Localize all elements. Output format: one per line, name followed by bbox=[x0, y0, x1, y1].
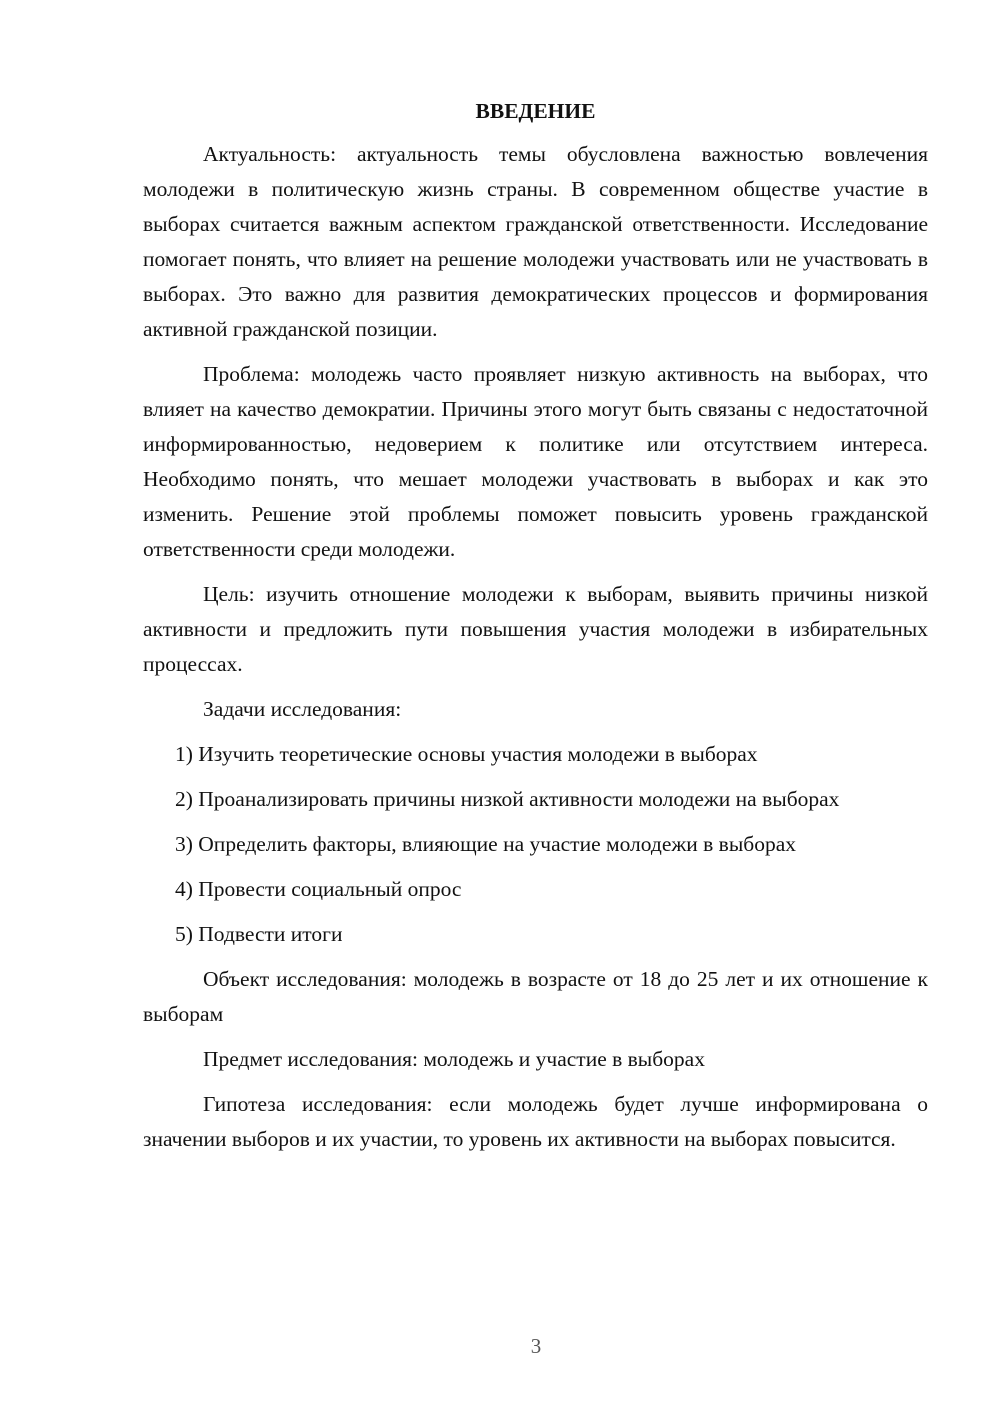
page-number: 3 bbox=[530, 1334, 542, 1358]
task-item-1: 1) Изучить теоретические основы участия молодежи в выборах bbox=[175, 742, 758, 766]
task-item-2: 2) Проанализировать причины низкой активности молодежи на выборах bbox=[175, 787, 840, 811]
task-item-3: 3) Определить факторы, влияющие на участие молодежи в выборах bbox=[175, 832, 796, 856]
section-title: ВВЕДЕНИЕ bbox=[475, 99, 596, 123]
page-content bbox=[143, 94, 928, 1167]
paragraph-relevance: Актуальность: актуальность темы обусловлена важностью вовлечения молодежи в политическую жизнь страны. В современном обществе участие в выборах считается важным аспектом гражданской ответственности. Исследование помогает понять, что влияет на решение молодежи участвовать или не участвовать в выборах. Это важно для развития демократических процессов и формирования активной гражданской позиции. bbox=[143, 142, 928, 341]
paragraph-problem: Проблема: молодежь часто проявляет низкую активность на выборах, что влияет на качество демократии. Причины этого могут быть связаны с недостаточной информированностью, недоверием к политике или отсутствием интереса. Необходимо понять, что мешает молодежи участвовать в выборах и как это изменить. Решение этой проблемы поможет повысить уровень гражданской ответственности среди молодежи. bbox=[143, 362, 928, 561]
task-item-4: 4) Провести социальный опрос bbox=[175, 877, 462, 901]
paragraph-object: Объект исследования: молодежь в возрасте от 18 до 25 лет и их отношение к выборам bbox=[143, 967, 928, 1026]
paragraph-subject: Предмет исследования: молодежь и участие в выборах bbox=[203, 1047, 705, 1071]
tasks-heading: Задачи исследования: bbox=[203, 697, 402, 721]
paragraph-hypothesis: Гипотеза исследования: если молодежь будет лучше информирована о значении выборов и их участии, то уровень их активности на выборах повысится. bbox=[143, 1092, 928, 1151]
paragraph-goal: Цель: изучить отношение молодежи к выборам, выявить причины низкой активности и предложить пути повышения участия молодежи в избирательных процессах. bbox=[143, 582, 928, 676]
task-item-5: 5) Подвести итоги bbox=[175, 922, 343, 946]
